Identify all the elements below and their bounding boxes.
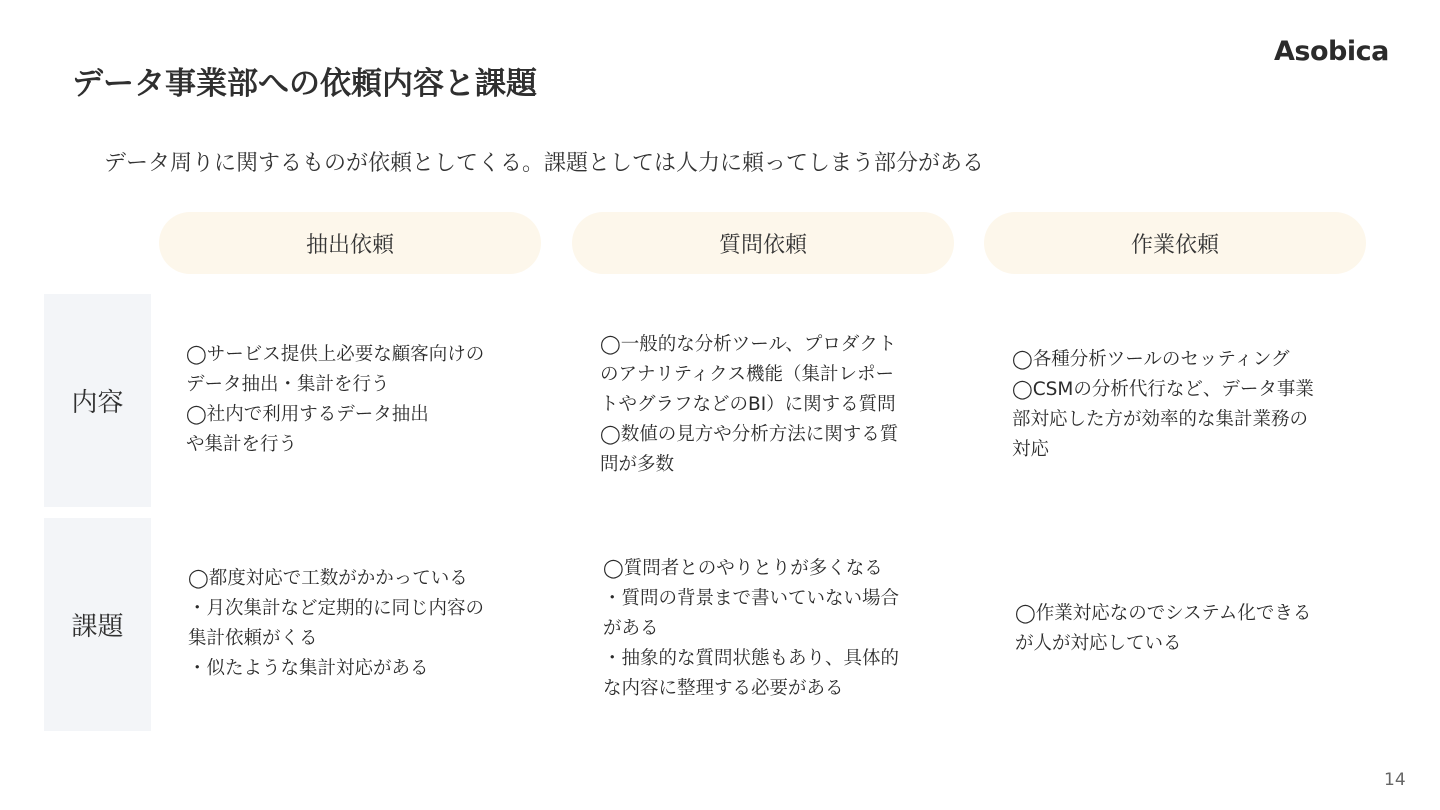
content-task-cell: ◯各種分析ツールのセッティング ◯CSMの分析代行など、データ事業 部対応した方が効率的な集計業務の 対応 (1012, 349, 1314, 460)
slide-title: データ事業部への依頼内容と課題 (72, 66, 537, 102)
column-header-question: 質問依頼 (572, 212, 954, 274)
issue-task-cell: ◯作業対応なのでシステム化できる が人が対応している (1015, 603, 1312, 654)
content-extraction-cell: ◯サービス提供上必要な顧客向けの データ抽出・集計を行う ◯社内で利用するデータ抽出 や集計を行う (186, 344, 485, 455)
content-question-cell: ◯一般的な分析ツール、プロダクト のアナリティクス機能（集計レポー トやグラフなどのBI）に関する質問 ◯数値の見方や分析方法に関する質 問が多数 (600, 334, 899, 475)
asobica-logo: Asobica (1274, 36, 1389, 67)
slide-subtitle: データ周りに関するものが依頼としてくる。課題としては人力に頼ってしまう部分がある (104, 151, 985, 176)
page-number: 14 (1384, 770, 1406, 790)
issue-extraction-cell: ◯都度対応で工数がかかっている ・月次集計など定期的に同じ内容の 集計依頼がくる ・似たような集計対応がある (188, 568, 485, 679)
issue-question-cell: ◯質問者とのやりとりが多くなる ・質問の背景まで書いていない場合 がある ・抽象的な質問状態もあり、具体的 な内容に整理する必要がある (603, 558, 900, 699)
column-header-task: 作業依頼 (984, 212, 1366, 274)
row-label-issues: 課題 (44, 518, 151, 731)
row-label-content: 内容 (44, 294, 151, 507)
column-header-extraction: 抽出依頼 (159, 212, 541, 274)
